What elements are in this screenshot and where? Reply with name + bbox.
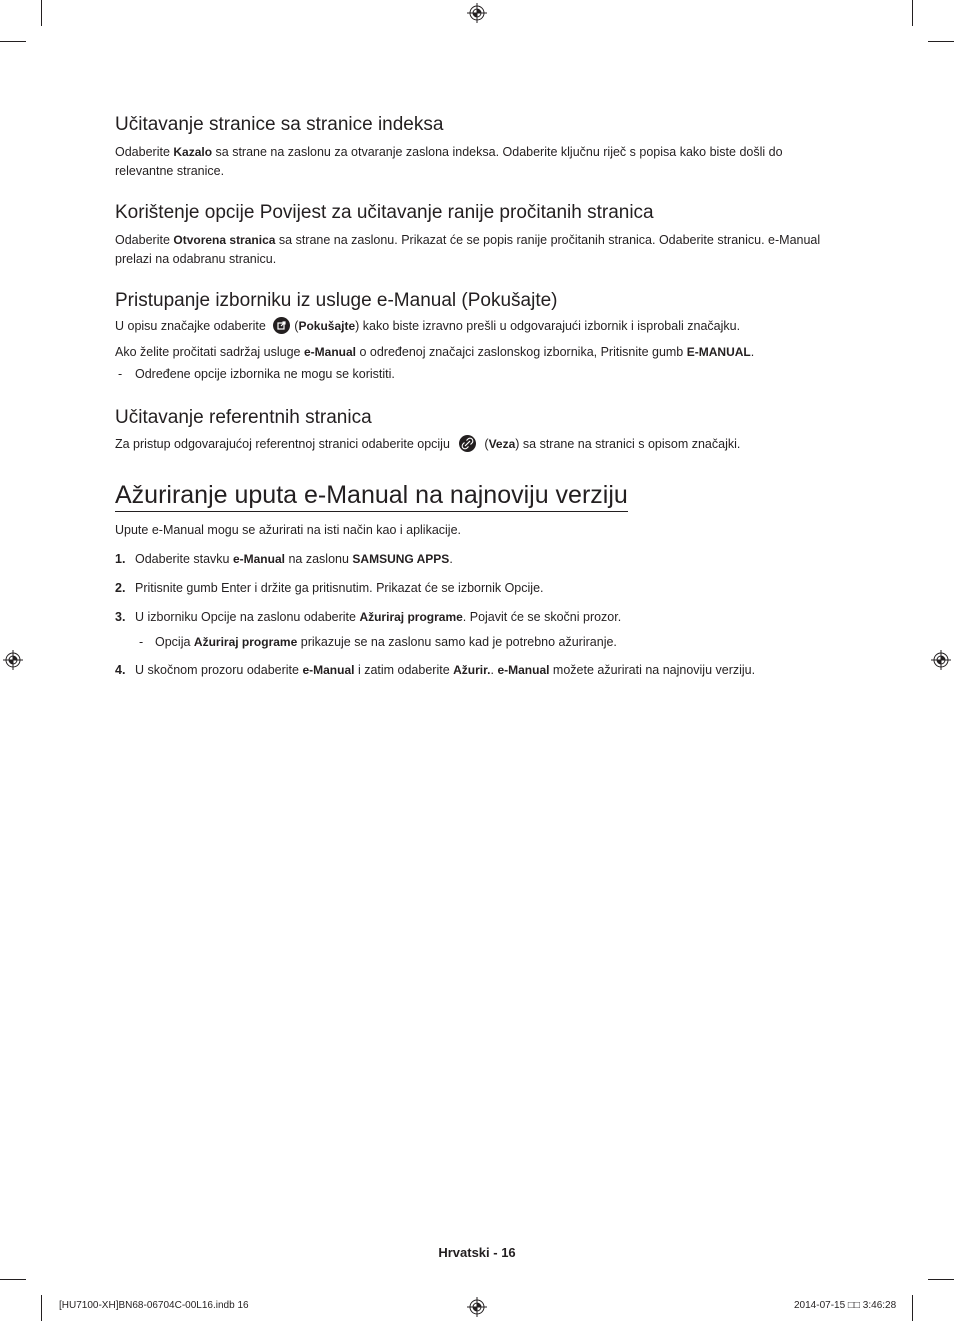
- intro-paragraph: Upute e-Manual mogu se ažurirati na isti način kao i aplikacije.: [115, 523, 462, 537]
- section-paragraph: [115, 143, 840, 181]
- text: Ako želite pročitati sadržaj usluge: [115, 345, 304, 359]
- text: .: [750, 345, 755, 359]
- ui-term: Ažurir.: [453, 663, 491, 677]
- step-text: [135, 610, 621, 624]
- text: Odaberite: [115, 233, 174, 247]
- text: Odaberite: [115, 145, 174, 159]
- crop-mark: [928, 1279, 954, 1280]
- step-text: [135, 663, 755, 677]
- ui-term: Pokušajte: [298, 319, 356, 333]
- note-dash: -: [118, 367, 123, 381]
- registration-mark-icon: [467, 1297, 487, 1317]
- step-text: Pritisnite gumb Enter i držite ga pritisnutim. Prikazat će se izbornik Opcije.: [135, 581, 544, 595]
- note-text: [155, 635, 617, 649]
- text: prikazuje se na zaslonu samo kad je potrebno ažuriranje.: [297, 635, 617, 649]
- text: sa strane na zaslonu. Prikazat će se popis ranije pročitanih stranica. Odaberite stranicu. e-Manual prelazi na odabranu stranicu.: [115, 233, 821, 266]
- crop-mark: [0, 1279, 26, 1280]
- step-number: 1.: [115, 552, 126, 566]
- ui-term: E-MANUAL: [686, 345, 751, 359]
- text: možete ažurirati na najnoviju verziju.: [549, 663, 756, 677]
- ui-term: SAMSUNG APPS: [352, 552, 450, 566]
- step-text: [135, 552, 453, 566]
- text: sa strane na zaslonu za otvaranje zaslona indeksa. Odaberite ključnu riječ s popisa kako biste došli do relevantne stranice.: [115, 145, 783, 178]
- ui-term: Otvorena stranica: [173, 233, 276, 247]
- ui-term: e-Manual: [497, 663, 550, 677]
- text: .: [449, 552, 453, 566]
- text: . Pojavit će se skočni prozor.: [462, 610, 622, 624]
- section-paragraph: [115, 231, 840, 269]
- step-number: 4.: [115, 663, 126, 677]
- text: ) kako biste izravno prešli u odgovarajući izbornik i isprobali značajku.: [355, 319, 741, 333]
- ui-term: e-Manual: [232, 552, 285, 566]
- text: U opisu značajke odaberite: [115, 319, 270, 333]
- page-number: Hrvatski - 16: [438, 1245, 516, 1260]
- crop-mark: [0, 41, 26, 42]
- note-dash: -: [139, 635, 144, 649]
- text: U skočnom prozoru odaberite: [135, 663, 303, 677]
- registration-mark-icon: [931, 650, 951, 670]
- text: (: [484, 437, 489, 451]
- crop-mark: [41, 1295, 42, 1321]
- section-heading: Učitavanje stranice sa stranice indeksa: [115, 114, 444, 135]
- text: Opcija: [155, 635, 194, 649]
- text: Odaberite stavku: [135, 552, 233, 566]
- print-slug-file: [HU7100-XH]BN68-06704C-00L16.indb 16: [59, 1300, 249, 1311]
- section-heading: Pristupanje izborniku iz usluge e-Manual (Pokušajte): [115, 290, 558, 311]
- text: (: [294, 319, 299, 333]
- page-title: Ažuriranje uputa e-Manual na najnoviju verziju: [115, 481, 628, 512]
- text: U izborniku Opcije na zaslonu odaberite: [135, 610, 360, 624]
- crop-mark: [41, 0, 42, 26]
- ui-term: Kazalo: [173, 145, 213, 159]
- crop-mark: [928, 41, 954, 42]
- ui-term: e-Manual: [303, 345, 356, 359]
- section-paragraph: [115, 435, 840, 454]
- try-now-icon: [273, 317, 290, 334]
- ui-term: Ažuriraj programe: [359, 610, 463, 624]
- ui-term: Veza: [488, 437, 516, 451]
- text: o određenoj značajci zaslonskog izbornika, Pritisnite gumb: [356, 345, 687, 359]
- section-paragraph: [115, 317, 840, 336]
- text: ) sa strane na stranici s opisom značajki.: [515, 437, 741, 451]
- note-text: Određene opcije izbornika ne mogu se koristiti.: [135, 367, 395, 381]
- text: na zaslonu: [284, 552, 353, 566]
- registration-mark-icon: [3, 650, 23, 670]
- text: .: [490, 663, 498, 677]
- crop-mark: [912, 0, 913, 26]
- section-paragraph: [115, 343, 840, 362]
- crop-mark: [912, 1295, 913, 1321]
- ui-term: e-Manual: [302, 663, 355, 677]
- text: Za pristup odgovarajućoj referentnoj stranici odaberite opciju: [115, 437, 454, 451]
- step-number: 3.: [115, 610, 126, 624]
- link-icon: [459, 435, 476, 452]
- section-heading: Korištenje opcije Povijest za učitavanje ranije pročitanih stranica: [115, 202, 654, 223]
- step-number: 2.: [115, 581, 126, 595]
- ui-term: Ažuriraj programe: [193, 635, 298, 649]
- section-heading: Učitavanje referentnih stranica: [115, 407, 372, 428]
- text: i zatim odaberite: [354, 663, 454, 677]
- registration-mark-icon: [467, 3, 487, 23]
- print-slug-date: 2014-07-15 □□ 3:46:28: [794, 1300, 897, 1311]
